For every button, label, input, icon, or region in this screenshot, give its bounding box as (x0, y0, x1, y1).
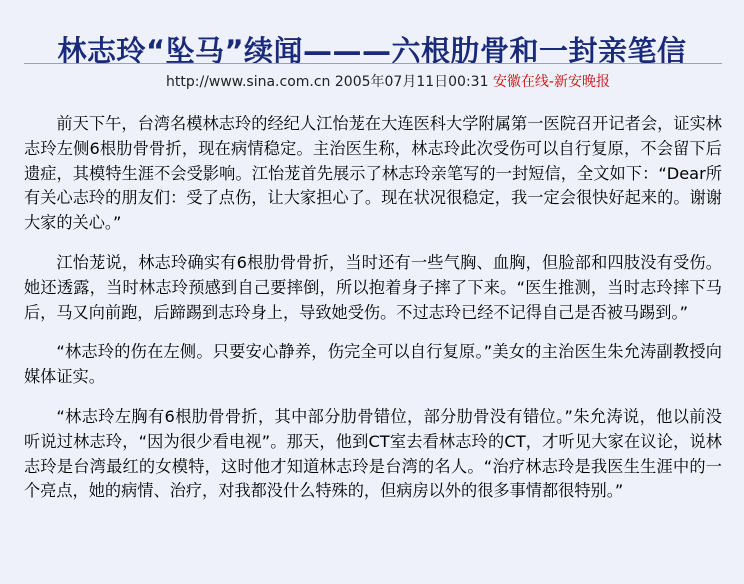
article-paragraph: 前天下午，台湾名模林志玲的经纪人江怡茏在大连医科大学附属第一医院召开记者会，证实林志玲左侧6根肋骨骨折，现在病情稳定。主治医生称，林志玲此次受伤可以自行复原，不会留下后遗症，其模特生涯不会受影响。江怡茏首先展示了林志玲亲笔写的一封短信，全文如下：“Dear所有关心志玲的朋友们：受了点伤，让大家担心了。现在状况很稳定，我一定会很快好起来的。谢谢大家的关心。” (24, 114, 722, 233)
article-paragraph: “林志玲的伤在左侧。只要安心静养，伤完全可以自行复原。”美女的主治医生朱允涛副教授向媒体证实。 (24, 342, 722, 387)
publish-datetime: 2005年07月11日00:31 (334, 74, 489, 90)
article-byline (166, 72, 610, 92)
source-name[interactable]: 安徽在线-新安晚报 (492, 74, 610, 90)
article-headline: 林志玲“坠马”续闻———六根肋骨和一封亲笔信 (57, 34, 687, 69)
article-paragraph: “林志玲左胸有6根肋骨骨折，其中部分肋骨错位，部分肋骨没有错位。”朱允涛说，他以前没听说过林志玲，“因为很少看电视”。那天，他到CT室去看林志玲的CT，才听见大家在议论，说林志玲是台湾最红的女模特，这时他才知道林志玲是台湾的名人。“治疗林志玲是我医生生涯中的一个亮点，她的病情、治疗，对我都没什么特殊的，但病房以外的很多事情都很特别。” (24, 406, 722, 501)
source-url[interactable]: http://www.sina.com.cn (166, 74, 331, 90)
article-body (24, 112, 722, 519)
article-paragraph: 江怡茏说，林志玲确实有6根肋骨骨折，当时还有一些气胸、血胸，但脸部和四肢没有受伤。她还透露，当时林志玲预感到自己要摔倒，所以抱着身子摔了下来。“医生推测，当时志玲摔下马后，马又向前跑，后蹄踢到志玲身上，导致她受伤。不过志玲已经不记得自己是否被马踢到。” (24, 252, 722, 322)
headline-divider (24, 63, 722, 64)
